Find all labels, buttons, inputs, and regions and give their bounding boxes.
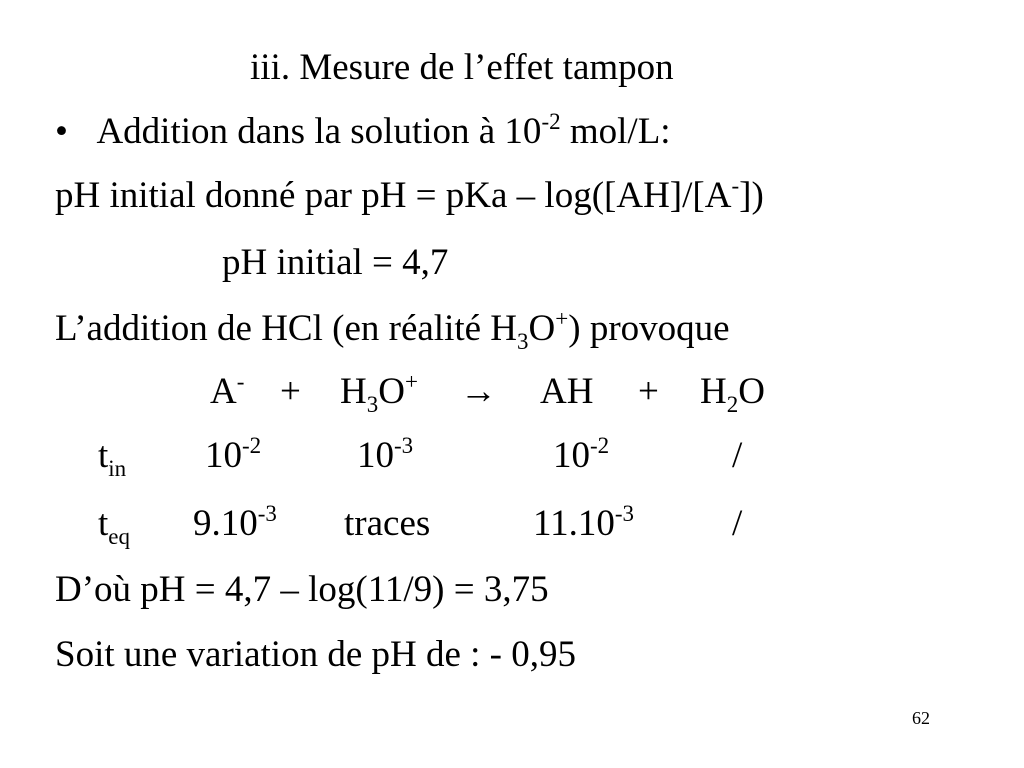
slide-title: iii. Mesure de l’effet tampon (250, 47, 674, 88)
bullet-exponent: -2 (541, 109, 561, 134)
row-eq-hydronium: traces (344, 503, 431, 544)
row-eq-anion: $9.10^{-3}$ (193, 501, 277, 544)
plus-sign: + (638, 371, 659, 412)
page-number: 62 (912, 708, 930, 728)
row-initial-water: / (732, 435, 743, 476)
reactant-anion: A- (210, 369, 245, 412)
plus-sign: + (280, 371, 301, 412)
result-line: D’où pH = 4,7 – log(11/9) = 3,75 (55, 569, 549, 610)
row-eq-label: $t_{eq}$ (98, 503, 130, 549)
addition-sub: 3 (517, 329, 529, 354)
addition-text-c: ) provoque (568, 308, 730, 349)
reactant-hydronium: $H_3O^+$ (340, 369, 418, 417)
ph-formula-text: pH initial donné par pH = pKa – log([AH]/[A (55, 175, 732, 216)
addition-text-a: L’addition de HCl (en réalité H (55, 308, 518, 349)
addition-line (55, 307, 730, 355)
ph-formula-line (55, 174, 764, 222)
row-eq-acid: $11.10^{-3}$ (533, 501, 635, 544)
ph-formula-charge: - (731, 173, 740, 198)
product-acid: AH (540, 371, 594, 412)
addition-sup: + (555, 306, 569, 331)
row-initial (0, 433, 1024, 481)
row-equilibrium (0, 501, 1024, 549)
bullet-line (55, 110, 671, 158)
bullet-symbol: • (55, 111, 68, 152)
reaction-arrow-icon: → (460, 371, 497, 412)
row-eq-water: / (732, 503, 743, 544)
row-initial-anion: $10^{-2}$ (205, 433, 262, 476)
ph-initial-value: pH initial = 4,7 (222, 242, 449, 283)
row-initial-hydronium: $10^{-3}$ (357, 433, 414, 476)
addition-text-b: O (528, 308, 556, 349)
row-initial-acid: $10^{-2}$ (553, 433, 610, 476)
bullet-tail: mol/L: (560, 111, 671, 152)
row-initial-label: $t_{in}$ (98, 435, 127, 481)
bullet-text: Addition dans la solution à 10 (96, 111, 542, 152)
product-water: $H_2O$ (700, 371, 765, 417)
ph-formula-tail: ]) (739, 175, 764, 216)
variation-line: Soit une variation de pH de : - 0,95 (55, 634, 576, 675)
reaction-equation (0, 369, 1024, 417)
